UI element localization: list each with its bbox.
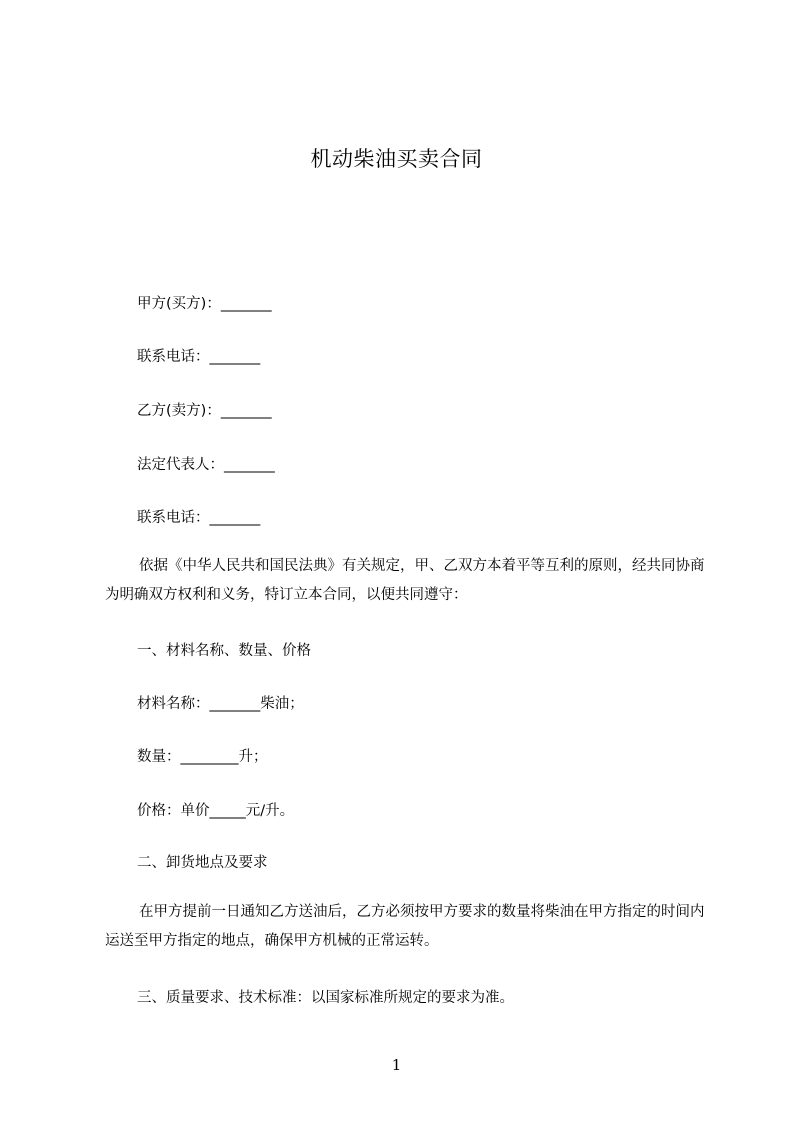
party-a-phone-line: 联系电话：_______ xyxy=(137,349,261,365)
document-title: 机动柴油买卖合同 xyxy=(310,147,483,171)
party-b-line: 乙方(卖方)：_______ xyxy=(137,403,272,419)
section-2-paragraph: 在甲方提前一日通知乙方送油后，乙方必须按甲方要求的数量将柴油在甲方指定的时间内运送至甲方指定的地点，确保甲方机械的正常运转。 xyxy=(105,904,705,949)
legal-representative-line: 法定代表人：_______ xyxy=(137,457,275,473)
section-1-heading: 一、材料名称、数量、价格 xyxy=(137,643,311,659)
party-a-line: 甲方(买方)：_______ xyxy=(137,296,272,312)
material-name-line: 材料名称：_______柴油； xyxy=(137,696,304,712)
quantity-line: 数量：________升； xyxy=(137,749,268,765)
price-line: 价格：单价_____元/升。 xyxy=(137,803,295,819)
party-b-phone-line: 联系电话：_______ xyxy=(137,510,261,526)
section-3-line: 三、质量要求、技术标准：以国家标准所规定的要求为准。 xyxy=(137,990,514,1006)
preamble-paragraph: 依据《中华人民共和国民法典》有关规定，甲、乙双方本着平等互利的原则，经共同协商为明确双方权利和义务，特订立本合同，以便共同遵守： xyxy=(105,558,705,603)
section-2-heading: 二、卸货地点及要求 xyxy=(137,855,268,871)
page-number: 1 xyxy=(391,1056,402,1074)
